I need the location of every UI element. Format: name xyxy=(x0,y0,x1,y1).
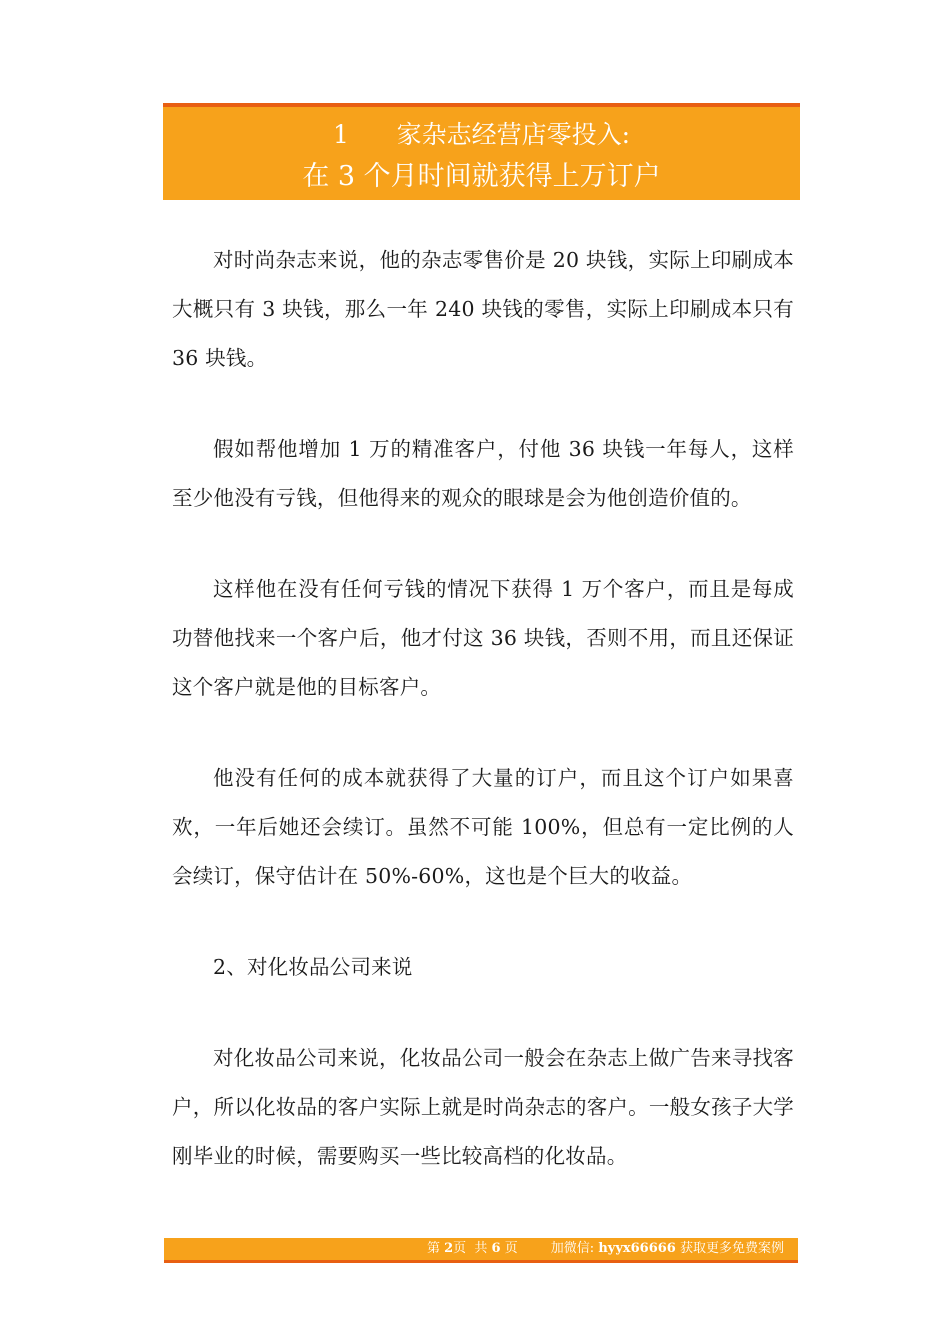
title-line-1: 1 家杂志经营店零投入: xyxy=(332,120,630,149)
paragraph-magazine-cost: 对时尚杂志来说，他的杂志零售价是 20 块钱，实际上印刷成本大概只有 3 块钱，那么一年 240 块钱的零售，实际上印刷成本只有 36 块钱。 xyxy=(172,248,794,370)
footer-page-suffix: 页 xyxy=(500,1241,518,1256)
paragraph-renewal: 他没有任何的成本就获得了大量的订户，而且这个订户如果喜欢，一年后她还会续订。虽然不可能 100%，但总有一定比例的人会续订，保守估计在 50%-60%，这也是个巨大的收益。 xyxy=(172,766,794,888)
footer-promo-suffix: 获取更多免费案例 xyxy=(675,1241,784,1256)
footer-wechat-id: hyyx66666 xyxy=(598,1241,676,1256)
footer-page-mid: 页 共 xyxy=(453,1241,492,1256)
title-banner xyxy=(163,103,800,200)
page-footer xyxy=(164,1238,798,1263)
footer-page-prefix: 第 xyxy=(426,1241,445,1256)
footer-current-page: 2 xyxy=(444,1241,454,1256)
section-heading-cosmetics: 2、对化妆品公司来说 xyxy=(213,955,413,979)
title-line-2: 在 3 个月时间就获得上万订户 xyxy=(302,161,661,192)
footer-total-pages: 6 xyxy=(491,1241,501,1256)
paragraph-precise-customers: 假如帮他增加 1 万的精准客户，付他 36 块钱一年每人，这样至少他没有亏钱，但他得来的观众的眼球是会为他创造价值的。 xyxy=(172,437,794,510)
paragraph-cosmetics: 对化妆品公司来说，化妆品公司一般会在杂志上做广告来寻找客户，所以化妆品的客户实际上就是时尚杂志的客户。一般女孩子大学刚毕业的时候，需要购买一些比较高档的化妆品。 xyxy=(172,1046,794,1168)
footer-promo-prefix: 加微信: xyxy=(550,1241,599,1256)
body-content xyxy=(172,236,794,1181)
paragraph-no-loss: 这样他在没有任何亏钱的情况下获得 1 万个客户，而且是每成功替他找来一个客户后，他才付这 36 块钱，否则不用，而且还保证这个客户就是他的目标客户。 xyxy=(172,577,794,699)
